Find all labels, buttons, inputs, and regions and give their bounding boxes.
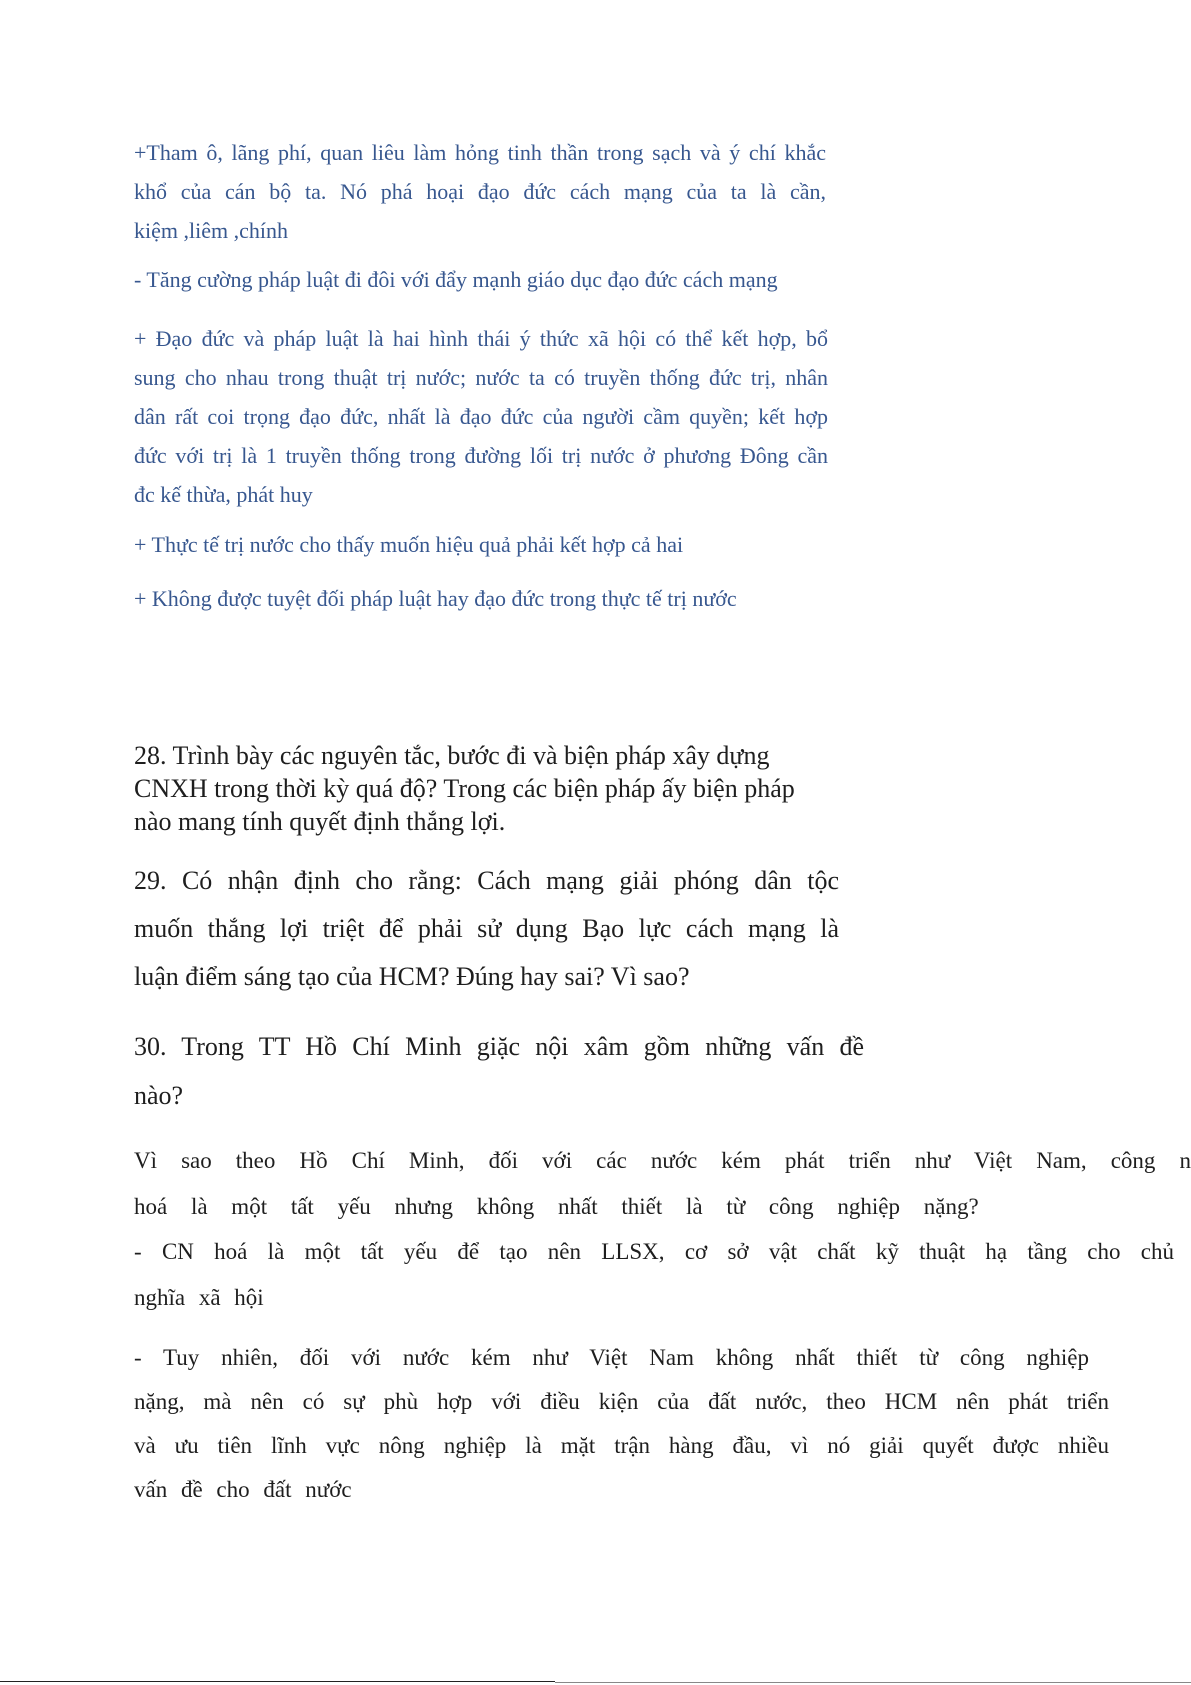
text-line: nào? [134,1081,184,1110]
blue-paragraph-1 [134,133,826,250]
text-line: và ưu tiên lĩnh vực nông nghiệp là mặt trận hàng đầu, vì nó giải quyết được nhiều [134,1433,1109,1458]
blue-paragraph-4 [134,530,814,560]
text-line: +Tham ô, lãng phí, quan liêu làm hỏng tinh thần trong sạch và ý chí khắc [134,140,826,165]
text-line: dân rất coi trọng đạo đức, nhất là đạo đức của người cầm quyền; kết hợp [134,404,828,429]
page-bottom-divider-light [555,1682,1191,1683]
text-line: + Thực tế trị nước cho thấy muốn hiệu quả phải kết hợp cả hai [134,532,684,557]
text-line: CNXH trong thời kỳ quá độ? Trong các biện pháp ấy biện pháp [134,774,795,803]
text-line: + Đạo đức và pháp luật là hai hình thái ý thức xã hội có thể kết hợp, bổ [134,326,828,351]
text-line: luận điểm sáng tạo của HCM? Đúng hay sai? Vì sao? [134,962,690,991]
text-line: + Không được tuyệt đối pháp luật hay đạo đức trong thực tế trị nước [134,586,737,611]
question-30 [134,1022,864,1120]
answer-bullet-1 [134,1229,1174,1321]
text-line: nghĩa xã hội [134,1285,264,1310]
text-line: muốn thắng lợi triệt để phải sử dụng Bạo lực cách mạng là [134,914,839,943]
answer-question [134,1138,1191,1230]
text-line: 30. Trong TT Hồ Chí Minh giặc nội xâm gồm những vấn đề [134,1032,864,1061]
text-line: đc kế thừa, phát huy [134,482,313,507]
text-line: vấn đề cho đất nước [134,1477,352,1502]
text-line: khổ của cán bộ ta. Nó phá hoại đạo đức cách mạng của ta là cần, [134,179,826,204]
text-line: nặng, mà nên có sự phù hợp với điều kiện của đất nước, theo HCM nên phát triển [134,1389,1109,1414]
text-line: hoá là một tất yếu nhưng không nhất thiết là từ công nghiệp nặng? [134,1194,979,1219]
text-line: Vì sao theo Hồ Chí Minh, đối với các nước kém phát triển như Việt Nam, công n [134,1148,1191,1173]
text-line: nào mang tính quyết định thắng lợi. [134,807,506,836]
text-line: 28. Trình bày các nguyên tắc, bước đi và biện pháp xây dựng [134,741,770,770]
blue-paragraph-2 [134,265,814,295]
text-line: - Tuy nhiên, đối với nước kém như Việt Nam không nhất thiết từ công nghiệp [134,1345,1089,1370]
blue-paragraph-5 [134,584,814,614]
text-line: - Tăng cường pháp luật đi đôi với đẩy mạnh giáo dục đạo đức cách mạng [134,267,778,292]
text-line: - CN hoá là một tất yếu để tạo nên LLSX, cơ sở vật chất kỹ thuật hạ tầng cho chủ [134,1239,1174,1264]
text-line: đức với trị là 1 truyền thống trong đường lối trị nước ở phương Đông cần [134,443,828,468]
text-line: kiệm ,liêm ,chính [134,218,288,243]
question-29 [134,857,839,1001]
page-bottom-divider [0,1681,555,1682]
question-28 [134,739,814,838]
text-line: sung cho nhau trong thuật trị nước; nước ta có truyền thống đức trị, nhân [134,365,828,390]
answer-bullet-2 [134,1336,1109,1512]
blue-paragraph-3 [134,319,828,514]
text-line: 29. Có nhận định cho rằng: Cách mạng giải phóng dân tộc [134,866,839,895]
